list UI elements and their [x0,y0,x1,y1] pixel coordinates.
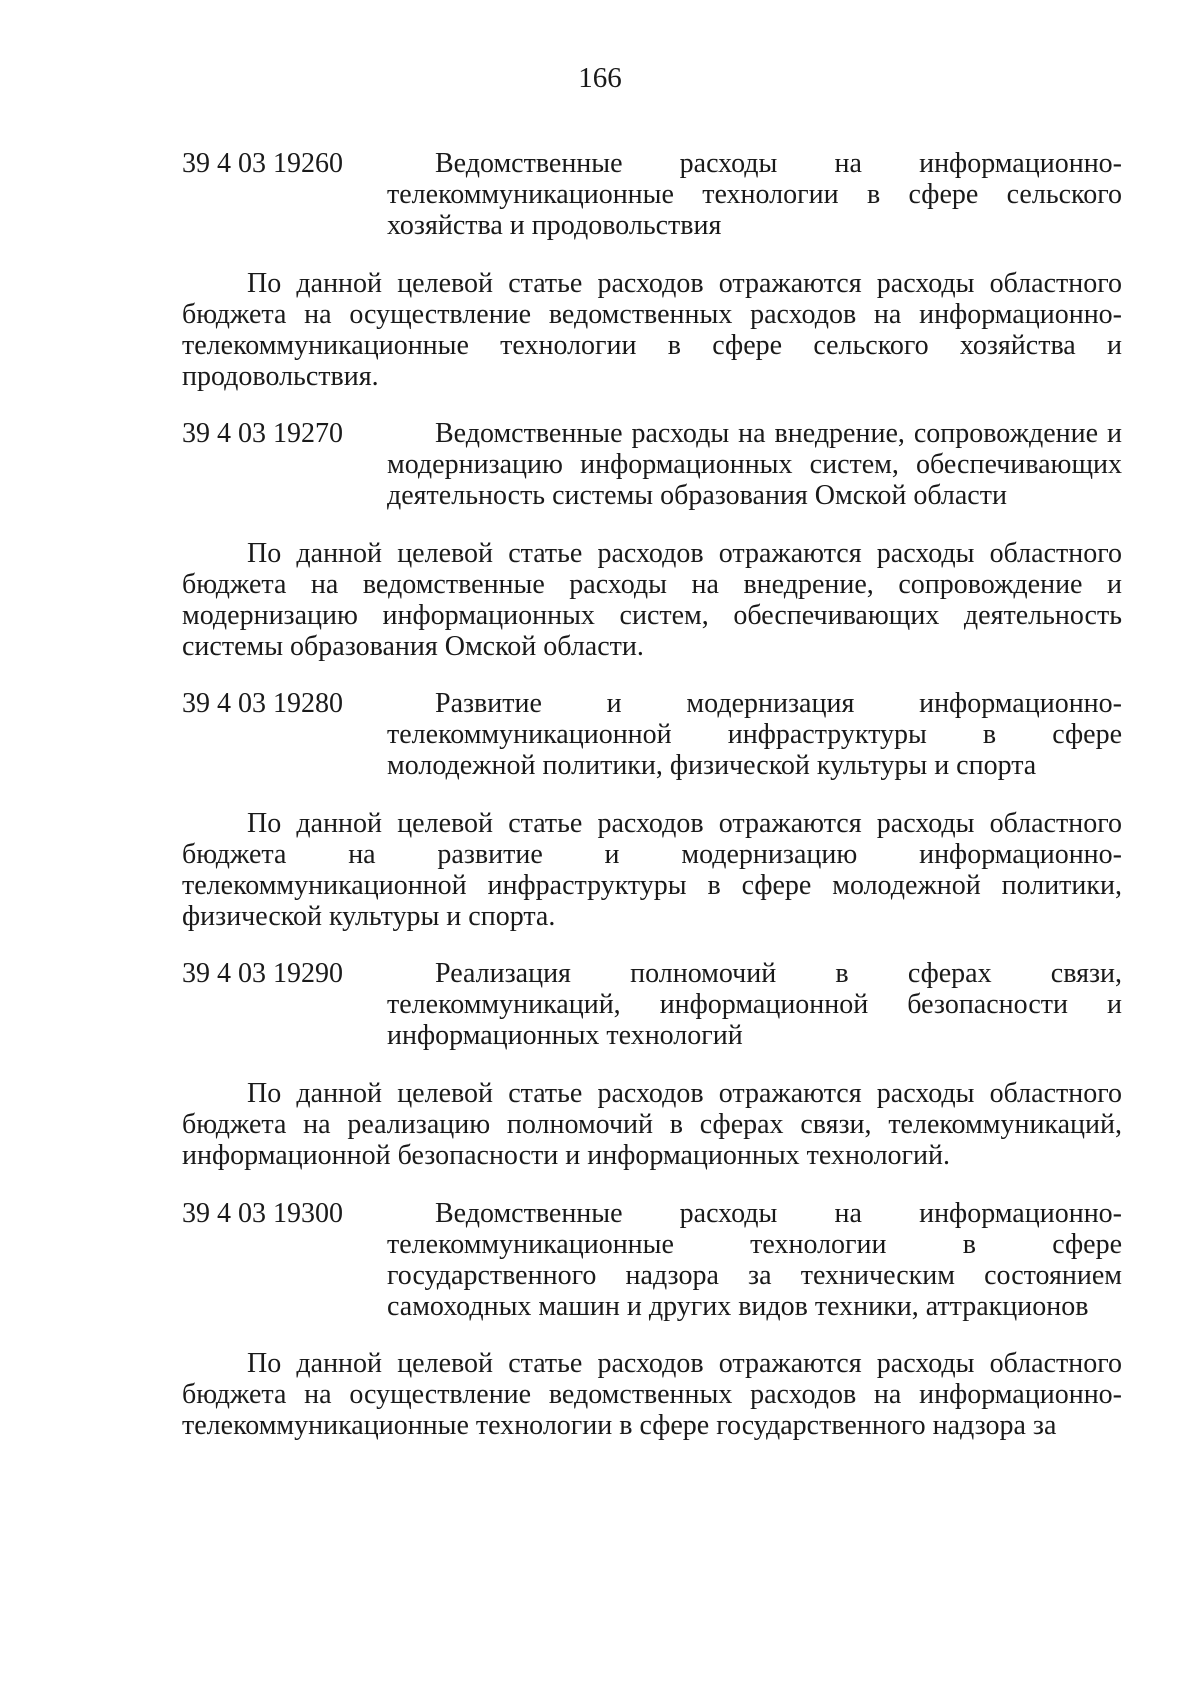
entry-title: Ведомственные расходы на внедрение, сопровождение и модернизацию информационных систем, обеспечивающих деятельность системы образования Омской области [387,418,1122,511]
entry-title: Развитие и модернизация информационно-телекоммуникационной инфраструктуры в сфере молодежной политики, физической культуры и спорта [387,688,1122,781]
budget-code: 39 4 03 19260 [182,148,343,179]
budget-code: 39 4 03 19270 [182,418,343,449]
entry-title: Ведомственные расходы на информационно-телекоммуникационные технологии в сфере сельского хозяйства и продовольствия [387,148,1122,241]
budget-code: 39 4 03 19300 [182,1198,343,1229]
entry-description: По данной целевой статье расходов отражаются расходы областного бюджета на реализацию полномочий в сферах связи, телекоммуникаций, информационной безопасности и информационных технологий. [182,1078,1122,1171]
budget-code: 39 4 03 19290 [182,958,343,989]
entry-description: По данной целевой статье расходов отражаются расходы областного бюджета на осуществление ведомственных расходов на информационно-телекоммуникационные технологии в сфере сельского хозяйства и продовольствия. [182,268,1122,392]
entry-description: По данной целевой статье расходов отражаются расходы областного бюджета на ведомственные расходы на внедрение, сопровождение и модернизацию информационных систем, обеспечивающих деятельность системы образования Омской области. [182,538,1122,662]
budget-code: 39 4 03 19280 [182,688,343,719]
entry-description: По данной целевой статье расходов отражаются расходы областного бюджета на осуществление ведомственных расходов на информационно-телекоммуникационные технологии в сфере государственного надзора за [182,1348,1122,1441]
entry-title: Реализация полномочий в сферах связи, телекоммуникаций, информационной безопасности и информационных технологий [387,958,1122,1051]
entry-description: По данной целевой статье расходов отражаются расходы областного бюджета на развитие и модернизацию информационно-телекоммуникационной инфраструктуры в сфере молодежной политики, физической культуры и спорта. [182,808,1122,932]
entry-title: Ведомственные расходы на информационно-телекоммуникационные технологии в сфере государственного надзора за техническим состоянием самоходных машин и других видов техники, аттракционов [387,1198,1122,1322]
page-number: 166 [578,62,622,94]
